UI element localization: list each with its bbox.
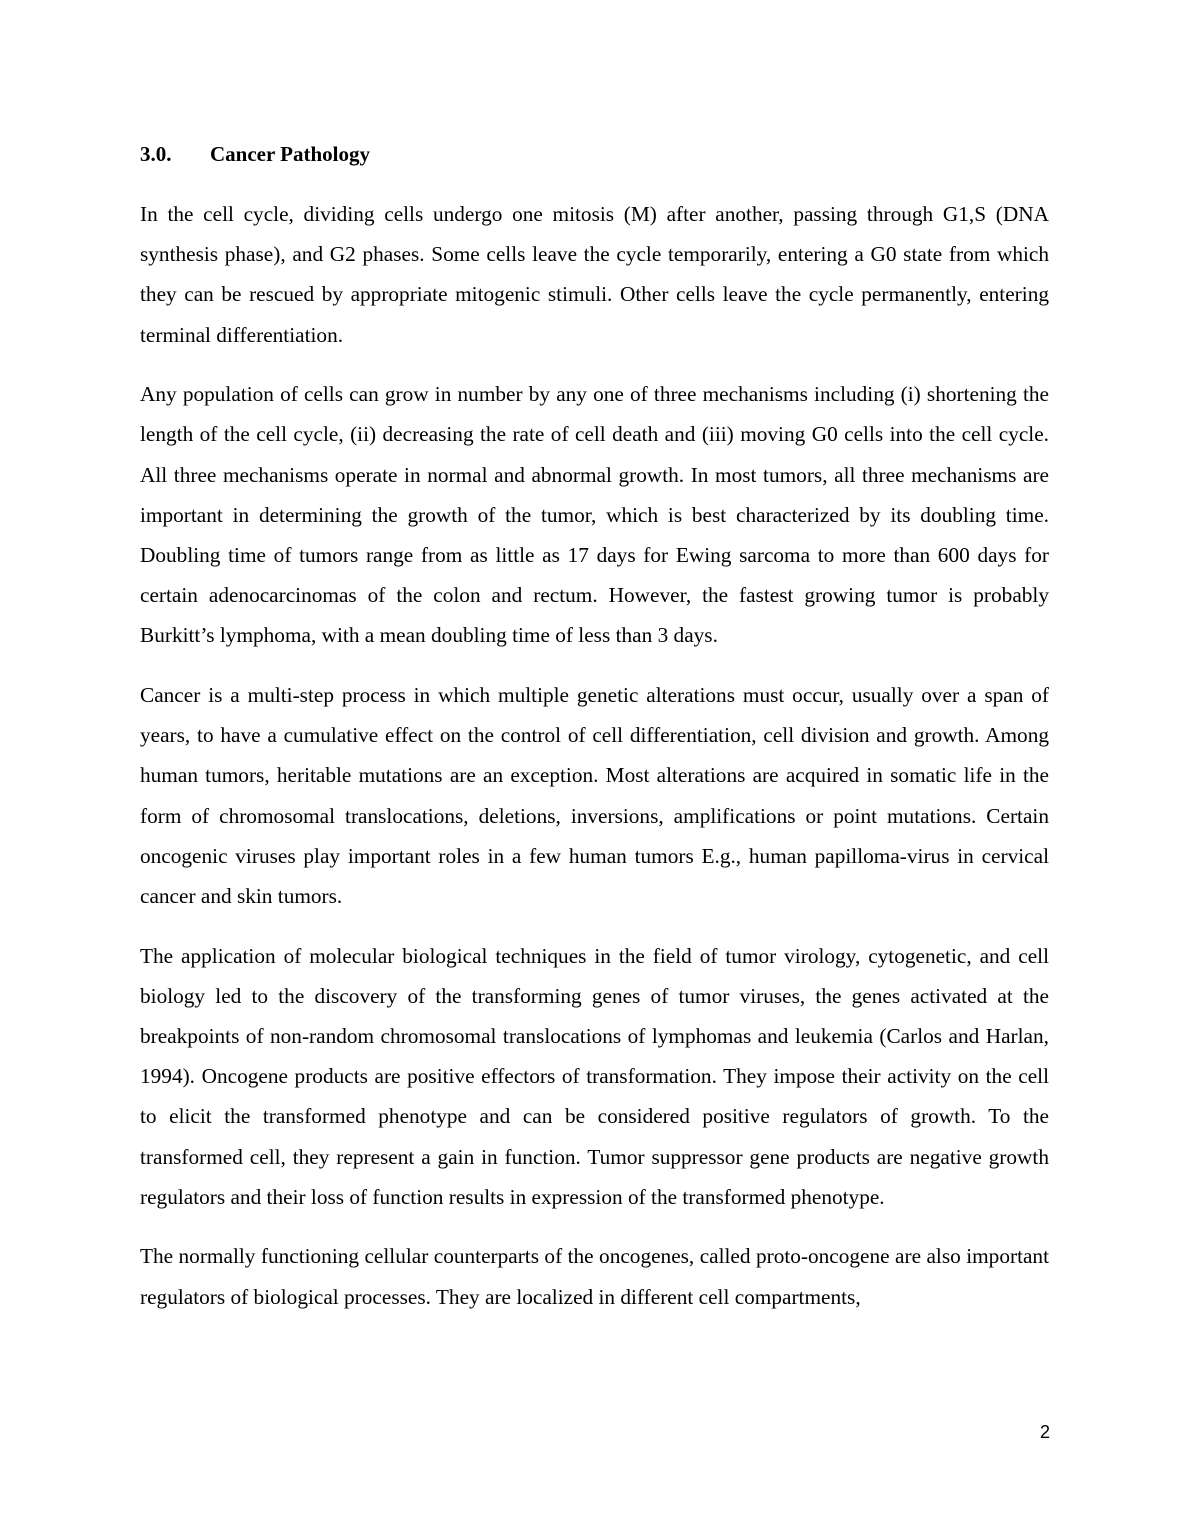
paragraph-multi-step-process: Cancer is a multi-step process in which multiple genetic alterations must occur, usually over a span of years, to have a cumulative effect on the control of cell differentiation, cell division and growth. Among human tumors, heritable mutations are an exception. Most alterations are acquired in somatic life in the form of chromosomal translocations, deletions, inversions, amplifications or point mutations. Certain oncogenic viruses play important roles in a few human tumors E.g., human papilloma-virus in cervical cancer and skin tumors. bbox=[140, 683, 1049, 909]
section-heading bbox=[140, 140, 370, 168]
paragraph-proto-oncogenes: The normally functioning cellular counterparts of the oncogenes, called proto-oncogene are also important regulators of biological processes. They are localized in different cell compartments, bbox=[140, 1244, 1049, 1309]
paragraph-molecular-techniques: The application of molecular biological techniques in the field of tumor virology, cytogenetic, and cell biology led to the discovery of the transforming genes of tumor viruses, the genes activated at the breakpoints of non-random chromosomal translocations of lymphomas and leukemia (Carlos and Harlan, 1994). Oncogene products are positive effectors of transformation. They impose their activity on the cell to elicit the transformed phenotype and can be considered positive regulators of growth. To the transformed cell, they represent a gain in function. Tumor suppressor gene products are negative growth regulators and their loss of function results in expression of the transformed phenotype. bbox=[140, 943, 1049, 1209]
paragraph-growth-mechanisms: Any population of cells can grow in number by any one of three mechanisms including (i) shortening the length of the cell cycle, (ii) decreasing the rate of cell death and (iii) moving G0 cells into the cell cycle. All three mechanisms operate in normal and abnormal growth. In most tumors, all three mechanisms are important in determining the growth of the tumor, which is best characterized by its doubling time. Doubling time of tumors range from as little as 17 days for Ewing sarcoma to more than 600 days for certain adenocarcinomas of the colon and rectum. However, the fastest growing tumor is probably Burkitt’s lymphoma, with a mean doubling time of less than 3 days. bbox=[140, 382, 1049, 648]
page-number: 2 bbox=[1039, 1422, 1050, 1442]
section-number: 3.0. bbox=[140, 142, 172, 166]
body-text bbox=[140, 194, 1049, 1317]
paragraph-cell-cycle: In the cell cycle, dividing cells undergo one mitosis (M) after another, passing through G1,S (DNA synthesis phase), and G2 phases. Some cells leave the cycle temporarily, entering a G0 state from which they can be rescued by appropriate mitogenic stimuli. Other cells leave the cycle permanently, entering terminal differentiation. bbox=[140, 202, 1049, 347]
section-title: Cancer Pathology bbox=[210, 142, 371, 166]
